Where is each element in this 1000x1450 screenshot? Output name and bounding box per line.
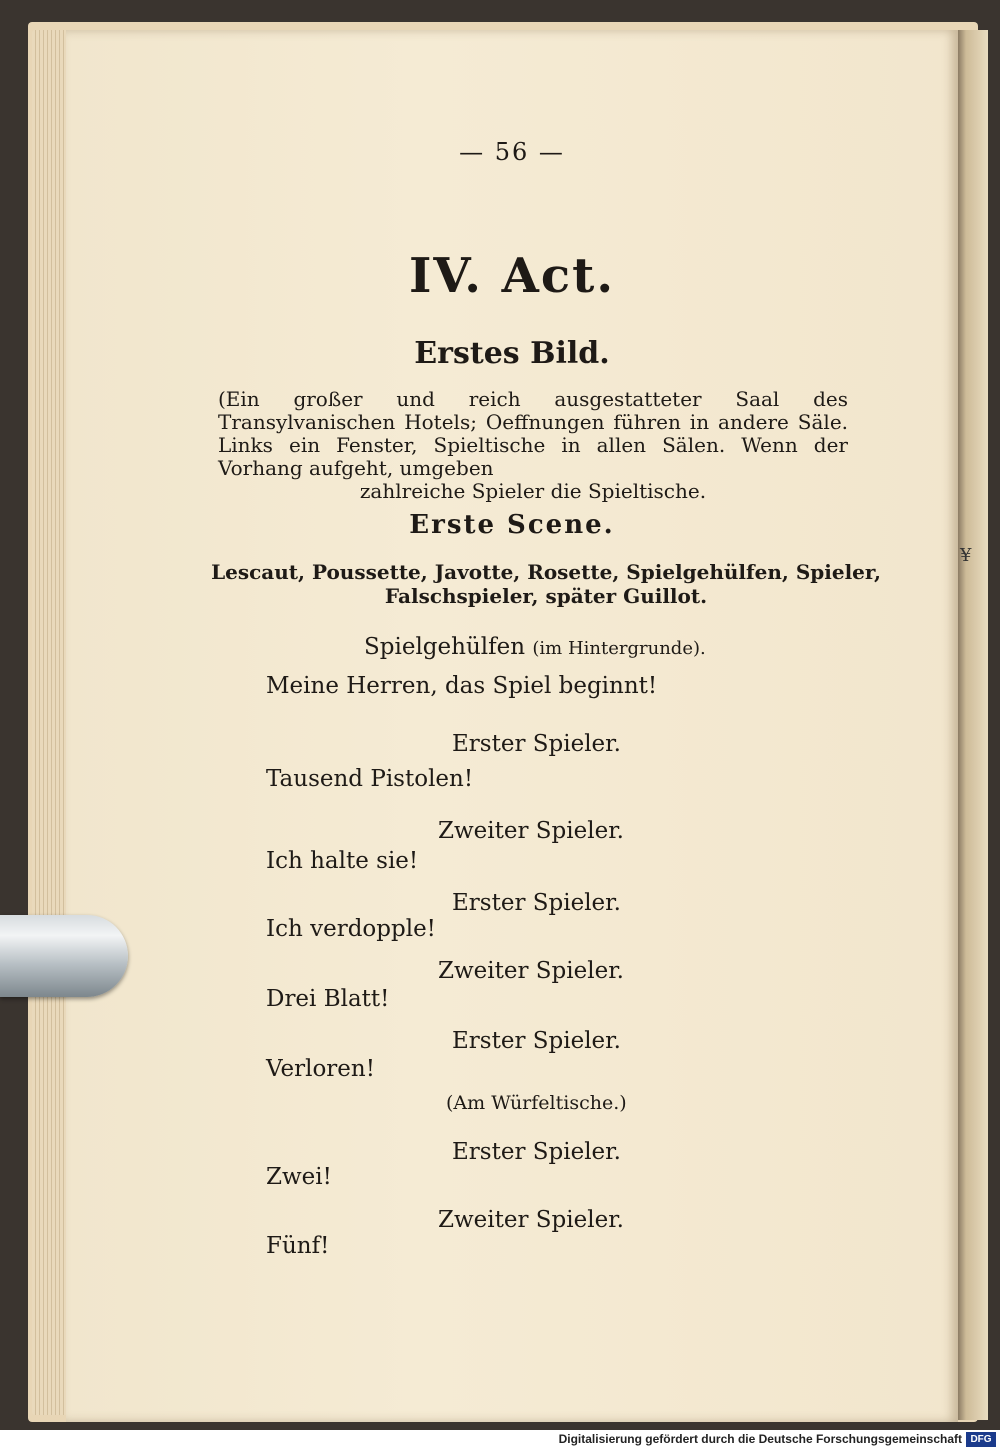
speaker-heading: Erster Spieler. — [452, 1139, 621, 1165]
dialogue-line: Drei Blatt! — [266, 986, 390, 1012]
stage-direction-line: Hotels; Oeffnungen führen in andere Säle. Links ein Fenster, — [218, 410, 849, 457]
character-list — [206, 560, 886, 608]
speaker-heading: Spielgehülfen (im Hintergrunde). — [364, 634, 706, 660]
facing-page-edge — [958, 30, 988, 1420]
stage-direction-line: (Ein großer und reich ausgestatteter Saal des Transylvanischen — [218, 387, 848, 434]
act-title: IV. Act. — [408, 248, 616, 304]
dialogue-line: Zwei! — [266, 1164, 332, 1190]
margin-mark: ¥ — [960, 545, 972, 566]
dfg-logo: DFG — [966, 1432, 996, 1447]
stage-direction-line: zahlreiche Spieler die Spieltische. — [359, 479, 707, 503]
scene-title: Erste Scene. — [409, 510, 615, 540]
character-list-line: Lescaut, Poussette, Javotte, Rosette, Spielgehülfen, Spieler, — [211, 560, 881, 584]
speaker-heading: Zweiter Spieler. — [438, 1207, 624, 1233]
speaker-heading: Zweiter Spieler. — [438, 958, 624, 984]
speaker-heading: Erster Spieler. — [452, 1028, 621, 1054]
speaker-heading: Erster Spieler. — [452, 890, 621, 916]
dialogue-line: Meine Herren, das Spiel beginnt! — [266, 673, 658, 699]
dialogue-line: Fünf! — [266, 1233, 330, 1259]
dialogue-line: Verloren! — [266, 1056, 375, 1082]
page-clip — [0, 915, 128, 997]
page-stack-edge — [32, 30, 68, 1415]
stage-note: (Am Würfeltische.) — [446, 1092, 627, 1114]
dialogue-line: Ich verdopple! — [266, 916, 436, 942]
speaker-heading: Zweiter Spieler. — [438, 818, 624, 844]
tableau-title: Erstes Bild. — [414, 336, 610, 371]
dialogue-line: Tausend Pistolen! — [266, 766, 474, 792]
speaker-heading: Erster Spieler. — [452, 731, 621, 757]
character-list-line: Falschspieler, später Guillot. — [384, 584, 708, 608]
book-page — [66, 30, 958, 1422]
page-number: — 56 — — [459, 138, 565, 166]
dialogue-line: Ich halte sie! — [266, 848, 419, 874]
stage-direction-line: Spieltische in allen Sälen. Wenn der Vorhang aufgeht, umgeben — [218, 433, 848, 480]
stage-direction — [218, 388, 848, 503]
digitization-credit: Digitalisierung gefördert durch die Deutsche Forschungsgemeinschaft — [558, 1432, 962, 1446]
footer-bar — [0, 1430, 1000, 1450]
